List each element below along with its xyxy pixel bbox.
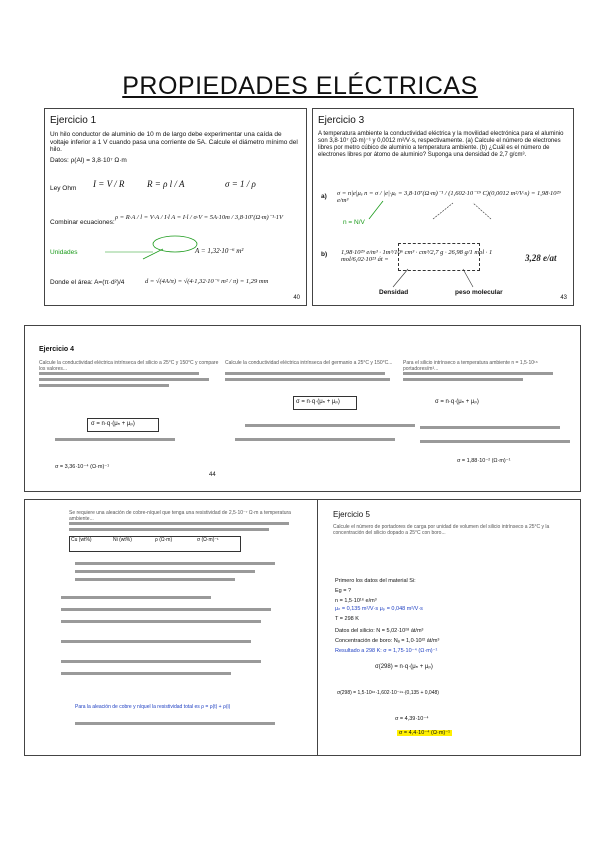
line: Eg = ? — [335, 588, 352, 594]
text-line — [75, 570, 255, 573]
text-line — [61, 672, 231, 675]
part-a-note: n = N/V — [343, 219, 365, 226]
line: Concentración de boro: Nₐ = 1,0·10²² át/m³ — [335, 638, 440, 644]
page-number: 44 — [209, 472, 216, 478]
text-line — [61, 640, 251, 643]
slide-ejercicio-3 — [312, 108, 574, 306]
part-b-result: 3,28 e/at — [525, 253, 557, 263]
answer: σ = 4,4·10⁻⁴ (Ω·m)⁻¹ — [399, 730, 450, 736]
slide-title: Ejercicio 4 — [39, 346, 75, 353]
dashed-frame — [398, 243, 480, 271]
page-title: PROPIEDADES ELÉCTRICAS — [122, 72, 478, 100]
text-line — [75, 562, 275, 565]
conductivity-formula: σ = 1 / ρ — [225, 179, 256, 189]
text-line — [403, 378, 523, 381]
boxed-formula: σ = n·q·(μₙ + μₚ) — [296, 399, 340, 405]
page-number: 40 — [293, 295, 300, 301]
slide-title: Ejercicio 1 — [50, 115, 97, 126]
unit-arrows — [45, 109, 306, 305]
row-label: Donde el área: A=(π·d²)/4 — [50, 279, 125, 286]
density-label: Densidad — [379, 289, 409, 296]
table-header: Ni (wt%) — [113, 537, 132, 543]
line: μₙ = 0,135 m²/V·s μₚ = 0,048 m²/V·s — [335, 606, 423, 612]
slide-title: Ejercicio 3 — [318, 115, 365, 126]
result-formula: σ = 3,36·10⁻⁴ (Ω·m)⁻¹ — [55, 464, 110, 470]
text-line — [420, 426, 560, 429]
text-line — [403, 372, 553, 375]
left-intro: Se requiere una aleación de cobre-níquel que tenga una resistividad de 2,5·10⁻⁷ Ω·m a temperatura ambiente... — [69, 510, 291, 522]
column-divider — [317, 500, 318, 755]
row-label: Combinar ecuaciones: — [50, 219, 115, 226]
text-line — [55, 438, 175, 441]
part-a-formula: σ = n|e|μₑ n = σ / |e|·μₑ = 3,8·10⁷(Ω·m)⁻¹ / (1,602·10⁻¹⁹ C)(0,0012 m²/V·s) = 1,98·10²⁹ e/m³ — [337, 190, 561, 204]
part-label: a) — [321, 193, 327, 200]
page-number: 43 — [560, 295, 567, 301]
text-line — [245, 424, 415, 427]
slide-ejercicios-5 — [24, 499, 581, 756]
text-line — [61, 608, 271, 611]
column-text: Calcule la conductividad eléctrica intrínseca del germanio a 25°C y 150°C... — [225, 360, 393, 366]
column-text: Para el silicio intrínseco a temperatura ambiente n = 1,5·10¹⁶ portadores/m³... — [403, 360, 538, 372]
answer-highlight — [397, 730, 452, 736]
line: Primero los datos del material Si: — [335, 578, 416, 584]
text-line — [61, 660, 261, 663]
line: Resultado a 298 K: σ = 1,75·10⁻⁴ (Ω·m)⁻¹ — [335, 648, 438, 654]
text-line — [39, 372, 199, 375]
text-line — [69, 528, 269, 531]
boxed-formula: σ = n·q·(μₙ + μₚ) — [91, 421, 135, 427]
ohm-formula: I = V / R — [93, 179, 125, 189]
line: T = 298 K — [335, 616, 359, 622]
table-header: ρ (Ω·m) — [155, 537, 173, 543]
row-label: Ley Ohm — [50, 185, 77, 192]
line: Datos del silicio: N = 5,02·10²⁸ át/m³ — [335, 628, 424, 634]
column-text: Calcule la conductividad eléctrica intrínseca del silicio a 25°C y 150°C y compare los valores... — [39, 360, 219, 372]
problem-statement: Un hilo conductor de aluminio de 10 m de largo debe experimentar una caída de voltaje inferior a 1 V cuando pasa una corriente de 5A. Calcule el diámetro mínimo del hilo. — [50, 131, 298, 154]
table-header: σ (Ω·m)⁻¹ — [197, 537, 219, 543]
part-b-formula: 1,98·10²⁹ e/m³ · 1m³/10⁶ cm³ · cm³/2,7 g · 26,98 g/1 mol · 1 mol/6,02·10²³ át = — [341, 249, 493, 263]
text-line — [235, 438, 395, 441]
annotation-arrows — [313, 109, 573, 305]
text-line — [61, 596, 211, 599]
text-line — [75, 578, 235, 581]
slide-title: Ejercicio 5 — [333, 510, 370, 519]
diameter-result: d = √(4A/π) = √(4·1,32·10⁻⁶ m² / π) = 1,29 mm — [145, 278, 269, 285]
row-label: Unidades — [50, 249, 78, 256]
problem-statement: A temperatura ambiente la conductividad eléctrica y la movilidad electrónica para el aluminio son 3,8·10⁷ (Ω·m)⁻¹ y 0,0012 m²/V·s, respectivamente. (a) Calcule el número de electrones libres por metro cúbico de aluminio a temperatura ambiente. (b) ¿Cuál es el número de electrones libres por átomo de aluminio? Suponga una densidad de 2,7 g/cm³. — [318, 131, 564, 158]
data-line: Datos: ρ(Al) = 3,8·10⁷ Ω·m — [50, 157, 127, 164]
equation: σ = 4,39·10⁻⁴ — [395, 716, 429, 722]
result-formula: σ = 1,88·10⁻² (Ω·m)⁻¹ — [457, 458, 511, 464]
text-line — [61, 620, 261, 623]
line: n = 1,5·10¹⁶ e/m³ — [335, 598, 377, 604]
part-label: b) — [321, 251, 328, 258]
left-conclusion: Para la aleación de cobre y níquel la resistividad total es ρ = ρ(t) + ρ(i) — [75, 704, 231, 710]
text-line — [39, 378, 209, 381]
text-line — [69, 522, 289, 525]
text-line — [39, 384, 169, 387]
slide-ejercicio-1 — [44, 108, 307, 306]
resistance-formula: R = ρ l / A — [147, 179, 185, 189]
slide-ejercicio-4 — [24, 325, 581, 492]
table-header: Cu (wt%) — [71, 537, 92, 543]
text-line — [75, 722, 275, 725]
area-result: A = 1,32·10⁻⁶ m² — [195, 247, 244, 255]
equation: σ(298) = n·q·(μₙ + μₚ) — [375, 664, 433, 670]
problem-statement: Calcule el número de portadores de carga por unidad de volumen del silicio intrínseco a 25°C y la concentración del silicio dopado a 25°C con boro... — [333, 524, 550, 536]
text-line — [225, 378, 390, 381]
equation: σ(298) = 1,5·10¹⁶·1,602·10⁻¹⁹·(0,135 + 0,048) — [337, 690, 439, 696]
text-line — [225, 372, 385, 375]
text-line — [420, 440, 570, 443]
combined-formula: ρ = R·A / l = V·A / I·l A = I·l / σ·V = 5A·10m / 3,8·10⁷(Ω·m)⁻¹·1V — [115, 214, 283, 221]
formula: σ = n·q·(μₙ + μₚ) — [435, 399, 479, 405]
molar-weight-label: peso molecular — [455, 289, 503, 296]
